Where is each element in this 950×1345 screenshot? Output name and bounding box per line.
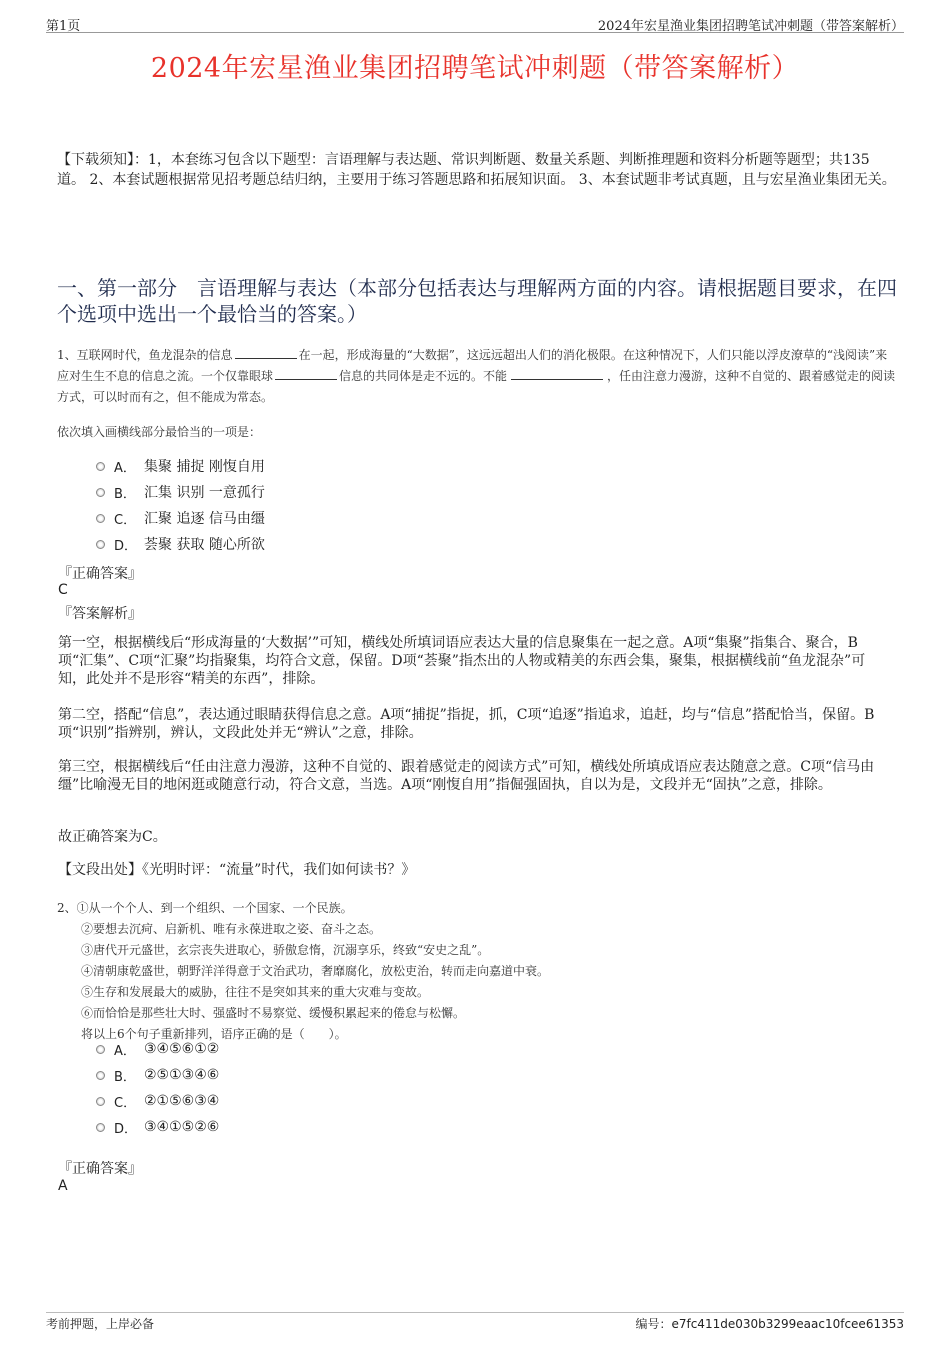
- question-1-stem: [57, 345, 897, 408]
- blank-1: [235, 346, 297, 359]
- q1-answer-label: 『正确答案』: [58, 566, 142, 582]
- question-2-stem: [57, 898, 549, 1045]
- q1-analysis-label: 『答案解析』: [58, 606, 142, 622]
- q1-analysis-para-3: 第三空，根据横线后“任由注意力漫游，这种不自觉的、跟着感觉走的阅读方式”可知，横线处所填成语应表达随意之意。C项“信马由缰”比喻漫无目的地闲逛或随意行动，符合文意，当选。A项“刚愎自用”指倔强固执，自以为是，文段并无“固执”之意，排除。: [58, 759, 875, 793]
- q1-option-a[interactable]: A． 集聚 捕捉 刚愎自用: [96, 453, 265, 479]
- q1-source: 【文段出处】《光明时评：“流量”时代，我们如何读书？》: [58, 862, 416, 878]
- q2-option-a[interactable]: A． ③④⑤⑥①②: [96, 1036, 219, 1062]
- q1-hint: 依次填入画横线部分最恰当的一项是：: [57, 425, 262, 439]
- q1-analysis-para-1: 第一空，根据横线后“形成海量的‘大数据’”可知，横线处所填词语应表达大量的信息聚集在一起之意。A项“集聚”指集合、聚合，B项“汇集”、C项“汇聚”均指聚集，均符合文意，保留。D项“荟聚”指杰出的人物或精美的东西会集，聚集，根据横线前“鱼龙混杂”可知，此处并不是形容“精美的东西”，排除。: [58, 635, 866, 687]
- blank-2: [275, 367, 337, 380]
- radio-icon[interactable]: [96, 514, 105, 523]
- page-footer: [46, 1312, 904, 1331]
- q1-option-c[interactable]: C． 汇聚 追逐 信马由缰: [96, 505, 265, 531]
- q2-line: ③唐代开元盛世，玄宗丧失进取心，骄傲怠惰，沉溺享乐，终致“安史之乱”。: [81, 943, 490, 957]
- q2-line: ⑤生存和发展最大的威胁，往往不是突如其来的重大灾难与变故。: [81, 985, 430, 999]
- page-header: [46, 14, 904, 33]
- q2-answer: A: [58, 1178, 68, 1194]
- q2-line: ④清朝康乾盛世，朝野洋洋得意于文治武功，奢靡腐化，放松吏治，转而走向嘉道中衰。: [81, 964, 550, 978]
- q1-text-part3: 信息的共同体是走不远的。不能: [339, 369, 508, 383]
- blank-3: [511, 367, 603, 380]
- q2-line: ⑥而恰恰是那些壮大时、强盛时不易察觉、缓慢积累起来的倦怠与松懈。: [81, 1006, 466, 1020]
- q2-option-d[interactable]: D． ③④①⑤②⑥: [96, 1114, 219, 1140]
- page-title: 2024年宏星渔业集团招聘笔试冲刺题（带答案解析）: [150, 53, 800, 84]
- radio-icon[interactable]: [96, 1123, 105, 1132]
- q2-answer-label: 『正确答案』: [58, 1161, 142, 1177]
- q1-conclusion: 故正确答案为C。: [58, 829, 167, 845]
- radio-icon[interactable]: [96, 1071, 105, 1080]
- q1-analysis-para-2: 第二空，搭配“信息”，表达通过眼睛获得信息之意。A项“捕捉”指捉，抓，C项“追逐”指追求，追赶，均与“信息”搭配恰当，保留。B项“识别”指辨别，辨认，文段此处并无“辨认”之意，排除。: [58, 707, 875, 741]
- radio-icon[interactable]: [96, 1045, 105, 1054]
- q1-answer: C: [58, 582, 68, 598]
- section-heading: 一、第一部分 言语理解与表达（本部分包括表达与理解两方面的内容。请根据题目要求，在四个选项中选出一个最恰当的答案。）: [57, 276, 897, 326]
- q1-text-part4: ，任由注意力漫游，这种不自觉的、跟着感觉走的阅读方式，可以时而有之，但不能成为常态。: [57, 369, 896, 404]
- q1-option-b[interactable]: B． 汇集 识别 一意孤行: [96, 479, 265, 505]
- radio-icon[interactable]: [96, 462, 105, 471]
- q2-line: ②要想去沉疴、启新机、唯有永葆进取之姿、奋斗之态。: [81, 922, 382, 936]
- header-doc-title: 2024年宏星渔业集团招聘笔试冲刺题（带答案解析）: [597, 19, 904, 34]
- q2-option-b[interactable]: B． ②⑤①③④⑥: [96, 1062, 219, 1088]
- radio-icon[interactable]: [96, 1097, 105, 1106]
- q1-text-part2: 在一起，形成海量的“大数据”，这远远超出人们的消化极限。在这种情况下，人们只能以浮皮潦草的“浅阅读”来应对生生不息的信息之流。一个仅靠眼球: [57, 348, 888, 383]
- q2-option-c[interactable]: C． ②①⑤⑥③④: [96, 1088, 219, 1114]
- footer-code: 编号：e7fc411de030b3299eaac10fcee61353: [635, 1317, 904, 1331]
- q2-line: 2、①从一个个人、到一个组织、一个国家、一个民族。: [57, 901, 353, 915]
- radio-icon[interactable]: [96, 540, 105, 549]
- q2-options: [96, 1036, 219, 1140]
- page-number: 第1页: [46, 19, 81, 34]
- footer-slogan: 考前押题，上岸必备: [46, 1317, 155, 1331]
- radio-icon[interactable]: [96, 488, 105, 497]
- q1-text-part1: 1、互联网时代，鱼龙混杂的信息: [57, 348, 233, 362]
- q2-line: 将以上6个句子重新排列，语序正确的是（ ）。: [81, 1027, 347, 1041]
- q1-options: [96, 453, 265, 557]
- q1-option-d[interactable]: D． 荟聚 获取 随心所欲: [96, 531, 265, 557]
- download-notice: 【下载须知】：1，本套练习包含以下题型：言语理解与表达题、常识判断题、数量关系题、判断推理题和资料分析题等题型；共135道。 2、本套试题根据常见招考题总结归纳，主要用于练习答题思路和拓展知识面。 3、本套试题非考试真题，且与宏星渔业集团无关。: [57, 152, 896, 188]
